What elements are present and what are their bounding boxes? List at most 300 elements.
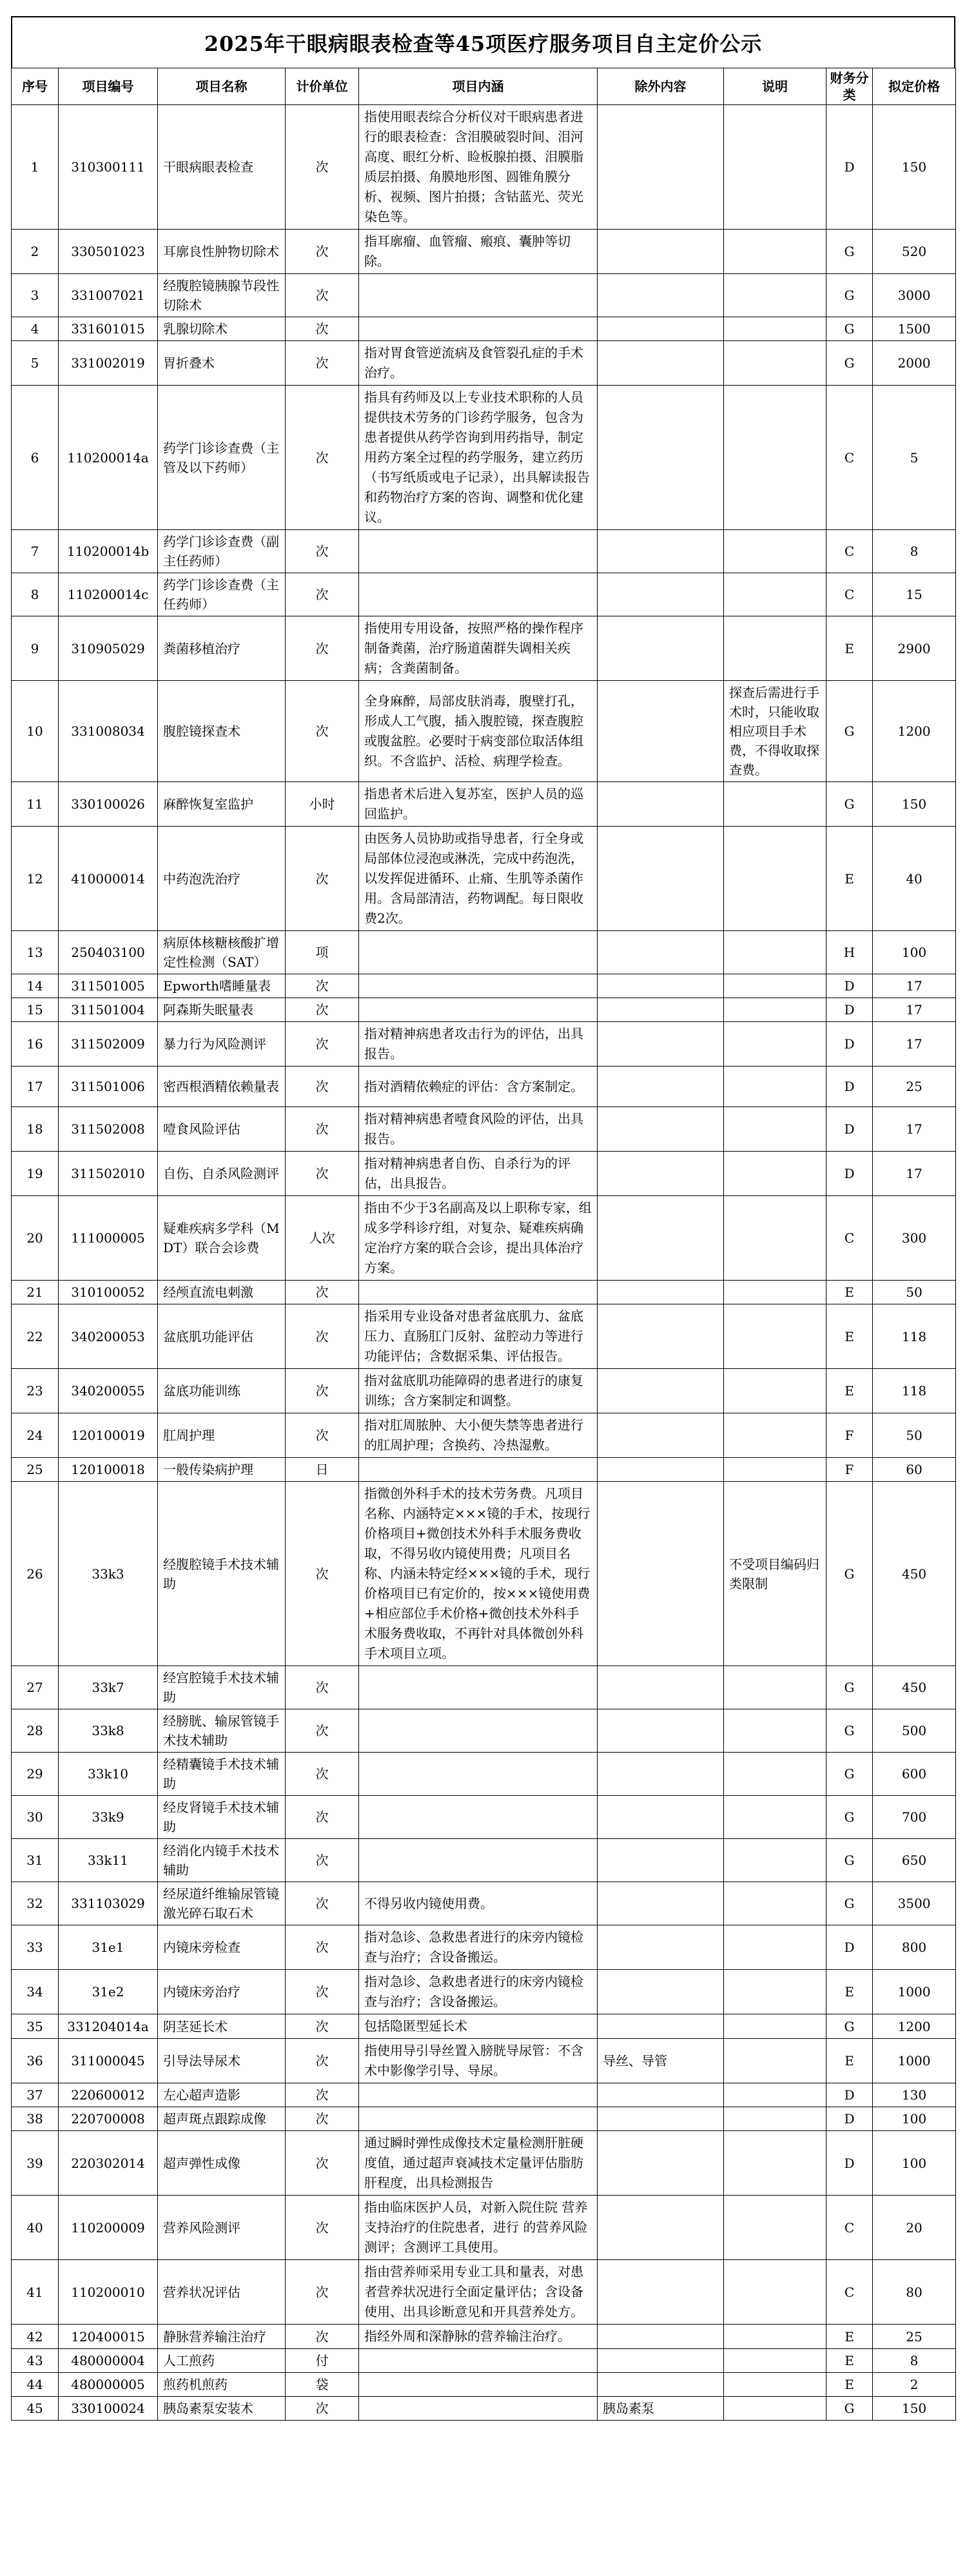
row-number-cell: 43: [12, 2349, 59, 2373]
remark-cell: [724, 386, 826, 530]
item-name-cell: 盆底功能训练: [158, 1369, 286, 1413]
exclusion-cell: [598, 341, 724, 386]
remark-cell: [724, 1304, 826, 1369]
row-number-cell: 22: [12, 1304, 59, 1369]
price-cell: 17: [873, 998, 956, 1022]
price-cell: 1200: [873, 2014, 956, 2039]
item-content-cell: [359, 2107, 598, 2131]
remark-cell: [724, 274, 826, 317]
price-cell: 20: [873, 2196, 956, 2260]
pricing-unit-cell: 次: [286, 2107, 359, 2131]
exclusion-cell: [598, 616, 724, 681]
exclusion-cell: [598, 2325, 724, 2349]
remark-cell: [724, 1107, 826, 1152]
item-name-cell: 超声弹性成像: [158, 2131, 286, 2196]
finance-category-cell: E: [826, 1369, 873, 1413]
item-code-cell: 480000004: [59, 2349, 158, 2373]
item-code-cell: 120400015: [59, 2325, 158, 2349]
remark-cell: [724, 2107, 826, 2131]
exclusion-cell: [598, 274, 724, 317]
pricing-unit-cell: 次: [286, 317, 359, 341]
pricing-unit-cell: 次: [286, 681, 359, 782]
row-number-cell: 23: [12, 1369, 59, 1413]
item-name-cell: 经消化内镜手术技术辅助: [158, 1839, 286, 1882]
finance-category-cell: C: [826, 2196, 873, 2260]
item-content-cell: 指对精神病患者噎食风险的评估，出具报告。: [359, 1107, 598, 1152]
finance-category-cell: G: [826, 1882, 873, 1925]
remark-cell: [724, 317, 826, 341]
table-row: [12, 1152, 956, 1196]
item-content-cell: 指对精神病患者自伤、自杀行为的评估，出具报告。: [359, 1152, 598, 1196]
item-name-cell: 药学门诊诊查费（主管及以下药师）: [158, 386, 286, 530]
price-cell: 50: [873, 1281, 956, 1304]
finance-category-cell: E: [826, 1281, 873, 1304]
item-code-cell: 33k7: [59, 1666, 158, 1709]
finance-category-cell: G: [826, 1839, 873, 1882]
item-code-cell: 311502009: [59, 1022, 158, 1067]
item-name-cell: 肛周护理: [158, 1413, 286, 1458]
row-number-cell: 2: [12, 230, 59, 274]
item-name-cell: 麻醉恢复室监护: [158, 782, 286, 827]
table-row: [12, 2039, 956, 2083]
item-code-cell: 331007021: [59, 274, 158, 317]
item-content-cell: 指使用导引导丝置入膀胱导尿管：不含术中影像学引导、导尿。: [359, 2039, 598, 2083]
price-cell: 17: [873, 1022, 956, 1067]
row-number-cell: 35: [12, 2014, 59, 2039]
pricing-unit-cell: 次: [286, 1482, 359, 1666]
item-name-cell: 药学门诊诊查费（主任药师）: [158, 573, 286, 616]
finance-category-cell: D: [826, 1067, 873, 1107]
remark-cell: [724, 2083, 826, 2107]
item-name-cell: 胰岛素泵安装术: [158, 2397, 286, 2421]
item-name-cell: 经尿道纤维输尿管镜激光碎石取石术: [158, 1882, 286, 1925]
exclusion-cell: [598, 1067, 724, 1107]
remark-cell: [724, 1196, 826, 1281]
table-row: [12, 2260, 956, 2325]
item-content-cell: 指对盆底肌功能障碍的患者进行的康复训练；含方案制定和调整。: [359, 1369, 598, 1413]
header-cell: 项目编号: [59, 68, 158, 105]
exclusion-cell: [598, 1709, 724, 1753]
pricing-unit-cell: 次: [286, 1925, 359, 1970]
remark-cell: [724, 616, 826, 681]
exclusion-cell: [598, 317, 724, 341]
table-row: [12, 1925, 956, 1970]
exclusion-cell: [598, 998, 724, 1022]
exclusion-cell: [598, 2196, 724, 2260]
exclusion-cell: [598, 2131, 724, 2196]
item-content-cell: 指对胃食管逆流病及食管裂孔症的手术治疗。: [359, 341, 598, 386]
price-cell: 50: [873, 1413, 956, 1458]
item-content-cell: [359, 1666, 598, 1709]
remark-cell: [724, 827, 826, 931]
finance-category-cell: D: [826, 1022, 873, 1067]
exclusion-cell: [598, 1666, 724, 1709]
exclusion-cell: [598, 974, 724, 998]
finance-category-cell: D: [826, 1925, 873, 1970]
row-number-cell: 15: [12, 998, 59, 1022]
item-name-cell: 药学门诊诊查费（副主任药师）: [158, 530, 286, 573]
row-number-cell: 28: [12, 1709, 59, 1753]
item-content-cell: [359, 1458, 598, 1482]
table-row: [12, 105, 956, 230]
table-row: [12, 1196, 956, 1281]
item-code-cell: 220700008: [59, 2107, 158, 2131]
item-content-cell: [359, 530, 598, 573]
item-code-cell: 33k8: [59, 1709, 158, 1753]
table-row: [12, 1413, 956, 1458]
item-name-cell: 阿森斯失眠量表: [158, 998, 286, 1022]
row-number-cell: 11: [12, 782, 59, 827]
price-cell: 520: [873, 230, 956, 274]
pricing-unit-cell: 项: [286, 931, 359, 974]
finance-category-cell: C: [826, 1196, 873, 1281]
table-row: [12, 1107, 956, 1152]
pricing-unit-cell: 次: [286, 1413, 359, 1458]
exclusion-cell: [598, 1304, 724, 1369]
pricing-unit-cell: 次: [286, 2196, 359, 2260]
row-number-cell: 29: [12, 1753, 59, 1796]
item-code-cell: 330100024: [59, 2397, 158, 2421]
price-cell: 450: [873, 1482, 956, 1666]
exclusion-cell: [598, 1152, 724, 1196]
item-name-cell: 胃折叠术: [158, 341, 286, 386]
item-content-cell: 指对急诊、急救患者进行的床旁内镜检查与治疗；含设备搬运。: [359, 1970, 598, 2014]
item-name-cell: 暴力行为风险测评: [158, 1022, 286, 1067]
exclusion-cell: [598, 681, 724, 782]
remark-cell: [724, 2349, 826, 2373]
price-cell: 60: [873, 1458, 956, 1482]
exclusion-cell: [598, 2349, 724, 2373]
finance-category-cell: G: [826, 230, 873, 274]
item-name-cell: 耳廓良性肿物切除术: [158, 230, 286, 274]
pricing-unit-cell: 次: [286, 274, 359, 317]
exclusion-cell: [598, 1882, 724, 1925]
remark-cell: 不受项目编码归类限制: [724, 1482, 826, 1666]
remark-cell: [724, 530, 826, 573]
item-code-cell: 410000014: [59, 827, 158, 931]
remark-cell: [724, 2014, 826, 2039]
remark-cell: 探查后需进行手术时，只能收取相应项目手术费，不得收取探查费。: [724, 681, 826, 782]
header-cell: 说明: [724, 68, 826, 105]
item-content-cell: [359, 317, 598, 341]
price-cell: 80: [873, 2260, 956, 2325]
row-number-cell: 42: [12, 2325, 59, 2349]
item-name-cell: 噎食风险评估: [158, 1107, 286, 1152]
row-number-cell: 40: [12, 2196, 59, 2260]
pricing-unit-cell: 次: [286, 530, 359, 573]
pricing-unit-cell: 次: [286, 1022, 359, 1067]
table-row: [12, 974, 956, 998]
item-code-cell: 331601015: [59, 317, 158, 341]
table-row: [12, 1839, 956, 1882]
pricing-unit-cell: 次: [286, 827, 359, 931]
price-cell: 2900: [873, 616, 956, 681]
remark-cell: [724, 2131, 826, 2196]
price-cell: 450: [873, 1666, 956, 1709]
remark-cell: [724, 1369, 826, 1413]
price-cell: 2: [873, 2373, 956, 2397]
price-cell: 15: [873, 573, 956, 616]
table-row: [12, 1067, 956, 1107]
item-code-cell: 331002019: [59, 341, 158, 386]
item-content-cell: 指经外周和深静脉的营养输注治疗。: [359, 2325, 598, 2349]
pricing-unit-cell: 次: [286, 616, 359, 681]
exclusion-cell: 胰岛素泵: [598, 2397, 724, 2421]
table-row: [12, 1970, 956, 2014]
remark-cell: [724, 2196, 826, 2260]
row-number-cell: 17: [12, 1067, 59, 1107]
item-content-cell: 指对酒精依赖症的评估：含方案制定。: [359, 1067, 598, 1107]
row-number-cell: 37: [12, 2083, 59, 2107]
pricing-unit-cell: 次: [286, 2325, 359, 2349]
header-cell: 除外内容: [598, 68, 724, 105]
table-body: [12, 105, 956, 2421]
exclusion-cell: [598, 1281, 724, 1304]
item-content-cell: 指由不少于3名副高及以上职称专家，组成多学科诊疗组，对复杂、疑难疾病确定治疗方案的联合会诊，提出具体治疗方案。: [359, 1196, 598, 1281]
item-name-cell: 粪菌移植治疗: [158, 616, 286, 681]
row-number-cell: 38: [12, 2107, 59, 2131]
row-number-cell: 6: [12, 386, 59, 530]
item-code-cell: 110200014a: [59, 386, 158, 530]
exclusion-cell: [598, 1369, 724, 1413]
price-cell: 17: [873, 1152, 956, 1196]
finance-category-cell: G: [826, 274, 873, 317]
table-row: [12, 2014, 956, 2039]
row-number-cell: 5: [12, 341, 59, 386]
finance-category-cell: E: [826, 827, 873, 931]
item-code-cell: 310905029: [59, 616, 158, 681]
row-number-cell: 41: [12, 2260, 59, 2325]
exclusion-cell: [598, 1022, 724, 1067]
finance-category-cell: G: [826, 1796, 873, 1839]
exclusion-cell: [598, 2373, 724, 2397]
finance-category-cell: G: [826, 2014, 873, 2039]
finance-category-cell: G: [826, 2397, 873, 2421]
row-number-cell: 21: [12, 1281, 59, 1304]
pricing-unit-cell: 人次: [286, 1196, 359, 1281]
remark-cell: [724, 1458, 826, 1482]
item-content-cell: 指由营养师采用专业工具和量表，对患者营养状况进行全面定量评估；含设备使用、出具诊断意见和开具营养处方。: [359, 2260, 598, 2325]
item-code-cell: 311501004: [59, 998, 158, 1022]
item-code-cell: 311000045: [59, 2039, 158, 2083]
finance-category-cell: G: [826, 681, 873, 782]
header-cell: 序号: [12, 68, 59, 105]
row-number-cell: 7: [12, 530, 59, 573]
pricing-unit-cell: 次: [286, 341, 359, 386]
table-row: [12, 827, 956, 931]
item-content-cell: 由医务人员协助或指导患者，行全身或局部体位浸泡或淋洗，完成中药泡洗，以发挥促进循环、止痛、生肌等杀菌作用。含局部清洁，药物调配。每日限收费2次。: [359, 827, 598, 931]
item-name-cell: 左心超声造影: [158, 2083, 286, 2107]
item-name-cell: 自伤、自杀风险测评: [158, 1152, 286, 1196]
item-name-cell: 经精囊镜手术技术辅助: [158, 1753, 286, 1796]
row-number-cell: 14: [12, 974, 59, 998]
table-row: [12, 2373, 956, 2397]
table-row: [12, 616, 956, 681]
pricing-unit-cell: 次: [286, 386, 359, 530]
exclusion-cell: [598, 1970, 724, 2014]
item-name-cell: 中药泡洗治疗: [158, 827, 286, 931]
item-content-cell: 指对肛周脓肿、大小便失禁等患者进行的肛周护理；含换药、冷热湿敷。: [359, 1413, 598, 1458]
table-row: [12, 681, 956, 782]
item-name-cell: 经腹腔镜胰腺节段性切除术: [158, 274, 286, 317]
item-content-cell: 指由临床医护人员，对新入院住院 营养支持治疗的住院患者，进行 的营养风险测评；含测评工具使用。: [359, 2196, 598, 2260]
pricing-unit-cell: 次: [286, 1107, 359, 1152]
price-cell: 130: [873, 2083, 956, 2107]
pricing-unit-cell: 次: [286, 1753, 359, 1796]
item-name-cell: Epworth嗜睡量表: [158, 974, 286, 998]
table-row: [12, 1482, 956, 1666]
pricing-unit-cell: 次: [286, 573, 359, 616]
price-cell: 500: [873, 1709, 956, 1753]
row-number-cell: 26: [12, 1482, 59, 1666]
price-cell: 2000: [873, 341, 956, 386]
price-cell: 118: [873, 1369, 956, 1413]
item-content-cell: 全身麻醉，局部皮肤消毒，腹壁打孔，形成人工气腹，插入腹腔镜，探查腹腔或腹盆腔。必要时于病变部位取活体组织。不含监护、活检、病理学检查。: [359, 681, 598, 782]
item-name-cell: 超声斑点跟踪成像: [158, 2107, 286, 2131]
price-cell: 150: [873, 782, 956, 827]
remark-cell: [724, 2039, 826, 2083]
finance-category-cell: D: [826, 2131, 873, 2196]
remark-cell: [724, 2260, 826, 2325]
header-cell: 计价单位: [286, 68, 359, 105]
table-row: [12, 230, 956, 274]
pricing-unit-cell: 次: [286, 1067, 359, 1107]
remark-cell: [724, 974, 826, 998]
header-cell: 项目名称: [158, 68, 286, 105]
table-row: [12, 2131, 956, 2196]
item-name-cell: 经宫腔镜手术技术辅助: [158, 1666, 286, 1709]
table-row: [12, 1281, 956, 1304]
item-code-cell: 110200010: [59, 2260, 158, 2325]
price-table: [11, 68, 956, 2421]
item-code-cell: 311502008: [59, 1107, 158, 1152]
item-code-cell: 120100019: [59, 1413, 158, 1458]
remark-cell: [724, 1666, 826, 1709]
finance-category-cell: E: [826, 2373, 873, 2397]
exclusion-cell: [598, 1753, 724, 1796]
item-name-cell: 病原体核糖核酸扩增定性检测（SAT）: [158, 931, 286, 974]
finance-category-cell: C: [826, 386, 873, 530]
price-notice-document: [11, 16, 955, 2421]
item-content-cell: 指微创外科手术的技术劳务费。凡项目名称、内涵特定×××镜的手术，按现行价格项目+微创技术外科手术服务费收取，不得另收内镜使用费；凡项目名称、内涵未特定经×××镜的手术，现行价格项目已有定价的，按×××镜使用费+相应部位手术价格+微创技术外科手术服务费收取，不再针对具体微创外科手术项目立项。: [359, 1482, 598, 1666]
item-content-cell: [359, 931, 598, 974]
price-cell: 1000: [873, 1970, 956, 2014]
price-cell: 3000: [873, 274, 956, 317]
remark-cell: [724, 105, 826, 230]
table-row: [12, 1796, 956, 1839]
exclusion-cell: [598, 1196, 724, 1281]
item-content-cell: [359, 2397, 598, 2421]
table-row: [12, 2325, 956, 2349]
remark-cell: [724, 341, 826, 386]
item-code-cell: 220302014: [59, 2131, 158, 2196]
exclusion-cell: [598, 2260, 724, 2325]
document-title: 2025年干眼病眼表检查等45项医疗服务项目自主定价公示: [204, 32, 763, 56]
pricing-unit-cell: 次: [286, 1882, 359, 1925]
remark-cell: [724, 1152, 826, 1196]
row-number-cell: 25: [12, 1458, 59, 1482]
item-name-cell: 煎药机煎药: [158, 2373, 286, 2397]
table-row: [12, 2107, 956, 2131]
table-row: [12, 573, 956, 616]
header-cell: 财务分类: [826, 68, 873, 105]
row-number-cell: 3: [12, 274, 59, 317]
row-number-cell: 10: [12, 681, 59, 782]
finance-category-cell: E: [826, 2325, 873, 2349]
exclusion-cell: [598, 782, 724, 827]
remark-cell: [724, 1925, 826, 1970]
pricing-unit-cell: 次: [286, 2260, 359, 2325]
pricing-unit-cell: 次: [286, 1666, 359, 1709]
price-cell: 40: [873, 827, 956, 931]
pricing-unit-cell: 次: [286, 1796, 359, 1839]
item-code-cell: 331204014a: [59, 2014, 158, 2039]
pricing-unit-cell: 次: [286, 2083, 359, 2107]
item-content-cell: [359, 974, 598, 998]
item-code-cell: 31e1: [59, 1925, 158, 1970]
item-content-cell: [359, 2083, 598, 2107]
finance-category-cell: G: [826, 782, 873, 827]
exclusion-cell: [598, 530, 724, 573]
table-row: [12, 1753, 956, 1796]
finance-category-cell: E: [826, 2349, 873, 2373]
finance-category-cell: D: [826, 105, 873, 230]
remark-cell: [724, 1839, 826, 1882]
row-number-cell: 36: [12, 2039, 59, 2083]
item-code-cell: 330501023: [59, 230, 158, 274]
finance-category-cell: E: [826, 2039, 873, 2083]
item-content-cell: 通过瞬时弹性成像技术定量检测肝脏硬度值，通过超声衰减技术定量评估脂肪肝程度，出具检测报告: [359, 2131, 598, 2196]
item-content-cell: [359, 1796, 598, 1839]
remark-cell: [724, 1796, 826, 1839]
price-cell: 118: [873, 1304, 956, 1369]
row-number-cell: 1: [12, 105, 59, 230]
item-code-cell: 480000005: [59, 2373, 158, 2397]
remark-cell: [724, 1067, 826, 1107]
item-name-cell: 盆底肌功能评估: [158, 1304, 286, 1369]
pricing-unit-cell: 付: [286, 2349, 359, 2373]
row-number-cell: 33: [12, 1925, 59, 1970]
title-bar: [11, 16, 955, 68]
pricing-unit-cell: 次: [286, 2039, 359, 2083]
row-number-cell: 19: [12, 1152, 59, 1196]
remark-cell: [724, 1753, 826, 1796]
item-name-cell: 内镜床旁检查: [158, 1925, 286, 1970]
table-row: [12, 1882, 956, 1925]
item-code-cell: 340200055: [59, 1369, 158, 1413]
price-cell: 300: [873, 1196, 956, 1281]
table-row: [12, 1304, 956, 1369]
remark-cell: [724, 2397, 826, 2421]
item-content-cell: [359, 274, 598, 317]
price-cell: 1200: [873, 681, 956, 782]
remark-cell: [724, 782, 826, 827]
item-content-cell: 指对精神病患者攻击行为的评估，出具报告。: [359, 1022, 598, 1067]
row-number-cell: 12: [12, 827, 59, 931]
row-number-cell: 9: [12, 616, 59, 681]
exclusion-cell: [598, 1107, 724, 1152]
item-code-cell: 31e2: [59, 1970, 158, 2014]
table-row: [12, 2196, 956, 2260]
item-code-cell: 311502010: [59, 1152, 158, 1196]
item-code-cell: 331103029: [59, 1882, 158, 1925]
remark-cell: [724, 1970, 826, 2014]
price-cell: 100: [873, 2131, 956, 2196]
finance-category-cell: C: [826, 2260, 873, 2325]
item-name-cell: 经颅直流电刺激: [158, 1281, 286, 1304]
finance-category-cell: E: [826, 616, 873, 681]
header-cell: 项目内涵: [359, 68, 598, 105]
